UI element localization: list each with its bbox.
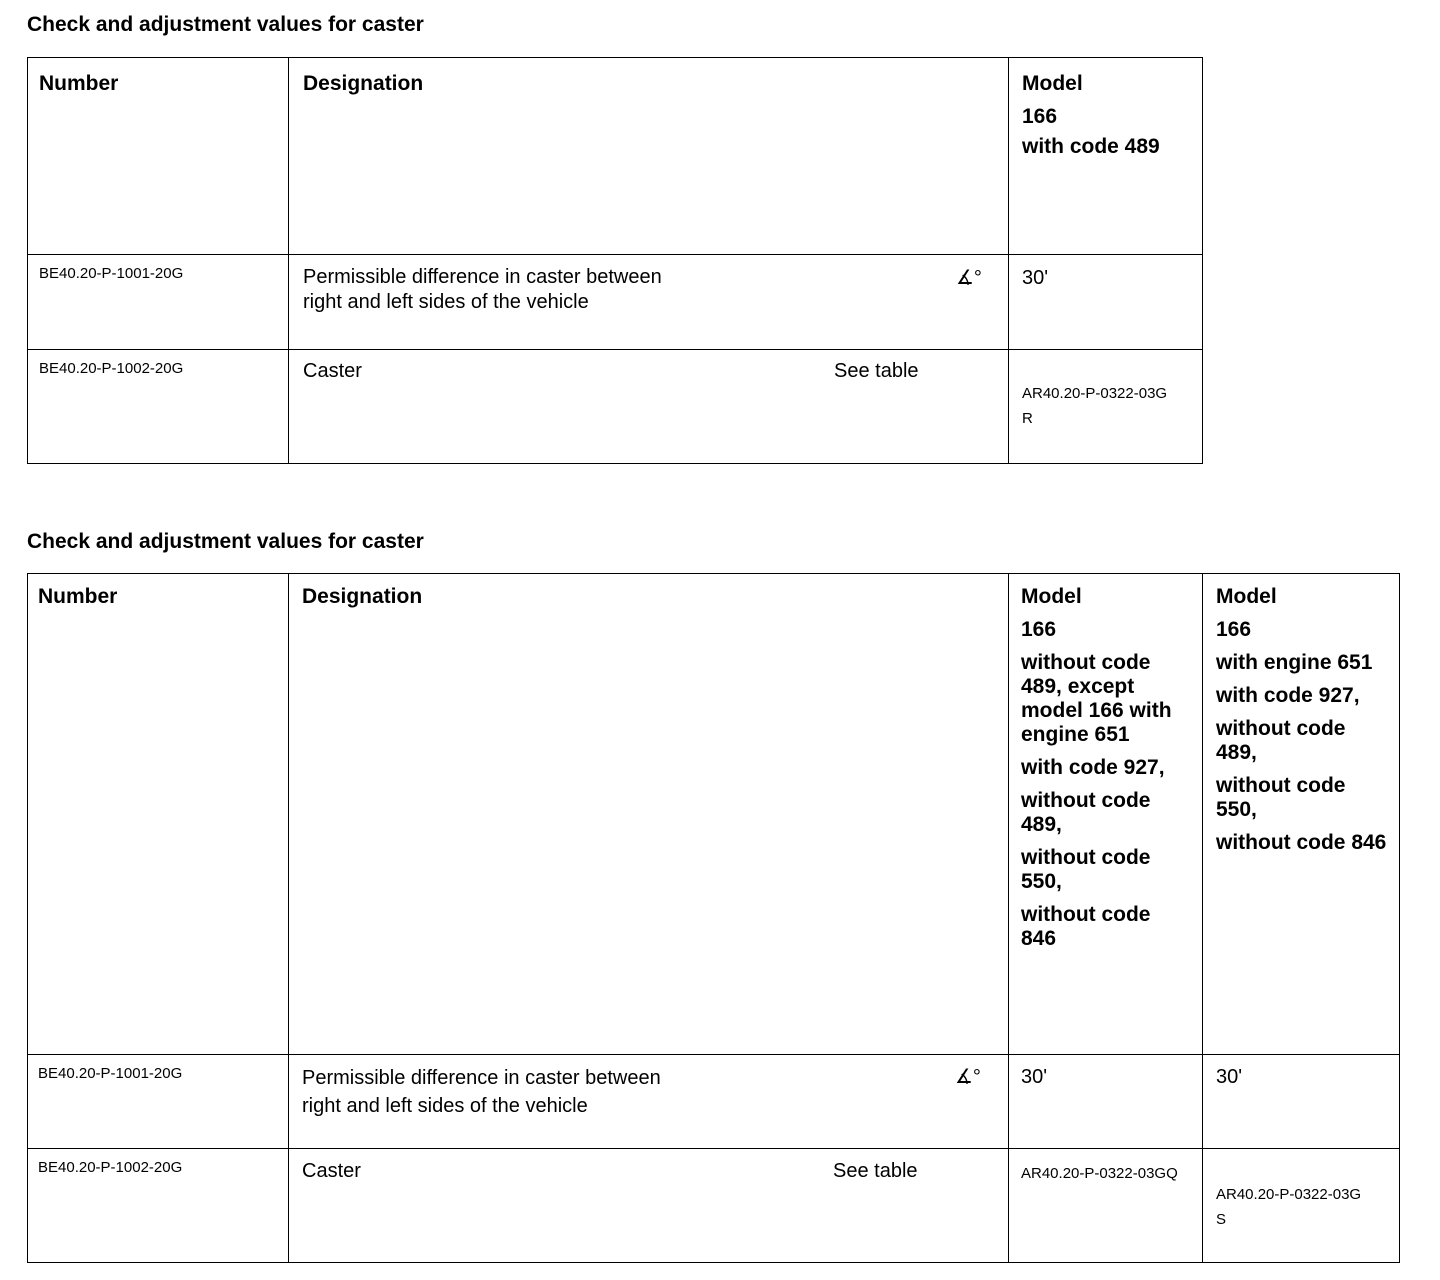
model-line: without code 550,: [1216, 774, 1346, 821]
table1-row2-reference: [1022, 381, 1167, 431]
table1-row1-number: BE40.20-P-1001-20G: [39, 265, 184, 282]
table2-row2-number: BE40.20-P-1002-20G: [38, 1159, 183, 1176]
reference-code: AR40.20-P-0322-03G: [1216, 1186, 1362, 1203]
model-line: without code 846: [1021, 903, 1151, 950]
table2-row1-value-a: 30': [1021, 1066, 1048, 1088]
table1: [27, 57, 1203, 464]
table2-title: Check and adjustment values for caster: [27, 530, 424, 553]
table1-row1-value: 30': [1022, 267, 1049, 289]
table1-row2-number: BE40.20-P-1002-20G: [39, 360, 184, 377]
model-line: 166: [1216, 618, 1252, 641]
table1-title: Check and adjustment values for caster: [27, 13, 424, 36]
model-line: with code 927,: [1021, 756, 1165, 779]
designation-line: right and left sides of the vehicle: [302, 1095, 588, 1117]
table2-col-divider: [1008, 574, 1009, 1262]
table1-row-divider: [28, 254, 1202, 255]
model-label: Model: [1021, 585, 1082, 608]
table2-row2-designation: Caster: [302, 1160, 361, 1182]
table1-row2-designation: Caster: [303, 360, 362, 382]
table1-row-divider: [28, 349, 1202, 350]
table2-row2-see-table: See table: [833, 1160, 918, 1182]
model-line: without code 550,: [1021, 846, 1151, 893]
table2-row2-reference-a: AR40.20-P-0322-03GQ: [1021, 1165, 1178, 1182]
model-line: with code 927,: [1216, 684, 1360, 707]
table1-row1-designation: [303, 265, 662, 315]
model-label: Model: [1216, 585, 1277, 608]
table2-header-number: Number: [38, 585, 118, 608]
model-line: 166: [1022, 105, 1058, 128]
model-line: without code 489, except model 166 with engine 651: [1021, 651, 1172, 746]
table2-row1-number: BE40.20-P-1001-20G: [38, 1065, 183, 1082]
designation-line: right and left sides of the vehicle: [303, 291, 589, 313]
model-line: with code 489: [1022, 135, 1160, 158]
table2-col-divider: [288, 574, 289, 1262]
model-label: Model: [1022, 72, 1083, 95]
table2-header-model-a: [1021, 585, 1191, 960]
angle-degree-icon: ∡°: [955, 1066, 981, 1088]
model-line: without code 489,: [1021, 789, 1151, 836]
model-line: without code 489,: [1216, 717, 1346, 764]
table1-header-designation: Designation: [303, 72, 424, 95]
table2-row1-value-b: 30': [1216, 1066, 1243, 1088]
table2-row-divider: [28, 1054, 1399, 1055]
table1-header-number: Number: [39, 72, 119, 95]
designation-line: Permissible difference in caster between: [303, 266, 662, 288]
table1-header-model: [1022, 72, 1160, 159]
table2-header-designation: Designation: [302, 585, 423, 608]
model-line: with engine 651: [1216, 651, 1373, 674]
reference-code: AR40.20-P-0322-03G: [1022, 385, 1168, 402]
table2-row-divider: [28, 1148, 1399, 1149]
table1-col-divider: [1008, 58, 1009, 463]
table2: [27, 573, 1400, 1263]
designation-line: Permissible difference in caster between: [302, 1067, 661, 1089]
table1-row2-see-table: See table: [834, 360, 919, 382]
table1-col-divider: [288, 58, 289, 463]
model-line: 166: [1021, 618, 1057, 641]
model-line: without code 846: [1216, 831, 1387, 854]
table2-row2-reference-b: [1216, 1182, 1361, 1232]
table2-header-model-b: [1216, 585, 1391, 864]
table2-col-divider: [1202, 574, 1203, 1262]
reference-suffix: R: [1022, 410, 1033, 427]
reference-suffix: S: [1216, 1211, 1227, 1228]
angle-degree-icon: ∡°: [956, 267, 982, 289]
table2-row1-designation: [302, 1064, 661, 1120]
